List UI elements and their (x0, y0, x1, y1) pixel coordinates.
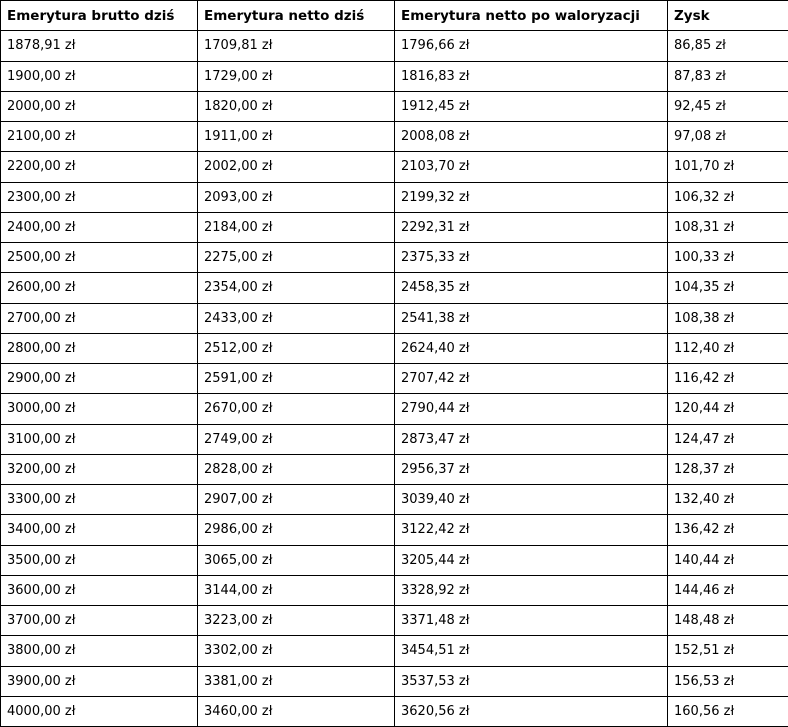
cell-gain: 124,47 zł (668, 424, 788, 454)
cell-gain: 136,42 zł (668, 515, 788, 545)
header-net-pension-after-indexation: Emerytura netto po waloryzacji (395, 1, 668, 31)
cell-net-pension-today: 2512,00 zł (198, 333, 395, 363)
cell-net-pension-today: 2749,00 zł (198, 424, 395, 454)
cell-net-pension-after-indexation: 2956,37 zł (395, 454, 668, 484)
cell-net-pension-today: 2907,00 zł (198, 485, 395, 515)
cell-net-pension-today: 2591,00 zł (198, 364, 395, 394)
cell-net-pension-today: 3223,00 zł (198, 606, 395, 636)
cell-net-pension-today: 3302,00 zł (198, 636, 395, 666)
cell-gross-pension-today: 3100,00 zł (1, 424, 198, 454)
cell-gain: 148,48 zł (668, 606, 788, 636)
cell-gross-pension-today: 2800,00 zł (1, 333, 198, 363)
table-row (1, 606, 788, 636)
cell-gross-pension-today: 4000,00 zł (1, 696, 198, 726)
cell-net-pension-today: 3144,00 zł (198, 575, 395, 605)
cell-net-pension-after-indexation: 2375,33 zł (395, 243, 668, 273)
cell-gain: 86,85 zł (668, 31, 788, 61)
cell-gain: 87,83 zł (668, 61, 788, 91)
header-gross-pension-today: Emerytura brutto dziś (1, 1, 198, 31)
cell-net-pension-after-indexation: 3371,48 zł (395, 606, 668, 636)
table-row (1, 394, 788, 424)
cell-gain: 152,51 zł (668, 636, 788, 666)
cell-net-pension-today: 2354,00 zł (198, 273, 395, 303)
cell-gross-pension-today: 3400,00 zł (1, 515, 198, 545)
table-row (1, 696, 788, 726)
cell-net-pension-today: 1911,00 zł (198, 122, 395, 152)
cell-net-pension-after-indexation: 2624,40 zł (395, 333, 668, 363)
cell-net-pension-after-indexation: 3328,92 zł (395, 575, 668, 605)
cell-net-pension-after-indexation: 2199,32 zł (395, 182, 668, 212)
cell-net-pension-after-indexation: 3122,42 zł (395, 515, 668, 545)
cell-gain: 128,37 zł (668, 454, 788, 484)
cell-gross-pension-today: 3300,00 zł (1, 485, 198, 515)
cell-gross-pension-today: 2000,00 zł (1, 91, 198, 121)
cell-gross-pension-today: 1900,00 zł (1, 61, 198, 91)
table-row (1, 333, 788, 363)
cell-net-pension-today: 2670,00 zł (198, 394, 395, 424)
cell-net-pension-after-indexation: 2790,44 zł (395, 394, 668, 424)
cell-gain: 160,56 zł (668, 696, 788, 726)
cell-net-pension-after-indexation: 3205,44 zł (395, 545, 668, 575)
cell-net-pension-after-indexation: 2008,08 zł (395, 122, 668, 152)
table-row (1, 575, 788, 605)
table-row (1, 424, 788, 454)
cell-net-pension-today: 2184,00 zł (198, 212, 395, 242)
header-gain: Zysk (668, 1, 788, 31)
cell-net-pension-after-indexation: 3620,56 zł (395, 696, 668, 726)
table-row (1, 182, 788, 212)
cell-net-pension-after-indexation: 3039,40 zł (395, 485, 668, 515)
cell-gain: 156,53 zł (668, 666, 788, 696)
cell-gain: 108,38 zł (668, 303, 788, 333)
cell-gross-pension-today: 2200,00 zł (1, 152, 198, 182)
cell-net-pension-after-indexation: 2103,70 zł (395, 152, 668, 182)
cell-gain: 120,44 zł (668, 394, 788, 424)
cell-net-pension-today: 2433,00 zł (198, 303, 395, 333)
cell-net-pension-after-indexation: 2541,38 zł (395, 303, 668, 333)
cell-gross-pension-today: 1878,91 zł (1, 31, 198, 61)
table-row (1, 243, 788, 273)
table-row (1, 666, 788, 696)
table-row (1, 303, 788, 333)
cell-net-pension-today: 3381,00 zł (198, 666, 395, 696)
table-row (1, 636, 788, 666)
table-row (1, 122, 788, 152)
cell-gross-pension-today: 3500,00 zł (1, 545, 198, 575)
cell-gain: 100,33 zł (668, 243, 788, 273)
header-row (1, 1, 788, 31)
table-row (1, 212, 788, 242)
cell-net-pension-today: 1709,81 zł (198, 31, 395, 61)
cell-gross-pension-today: 2600,00 zł (1, 273, 198, 303)
cell-gross-pension-today: 2400,00 zł (1, 212, 198, 242)
cell-gain: 104,35 zł (668, 273, 788, 303)
cell-net-pension-after-indexation: 3454,51 zł (395, 636, 668, 666)
cell-net-pension-today: 3460,00 zł (198, 696, 395, 726)
table-header (1, 1, 788, 31)
table-row (1, 31, 788, 61)
header-net-pension-today: Emerytura netto dziś (198, 1, 395, 31)
cell-net-pension-today: 2275,00 zł (198, 243, 395, 273)
cell-net-pension-after-indexation: 2707,42 zł (395, 364, 668, 394)
cell-gain: 112,40 zł (668, 333, 788, 363)
table-row (1, 364, 788, 394)
cell-net-pension-after-indexation: 3537,53 zł (395, 666, 668, 696)
cell-gross-pension-today: 3800,00 zł (1, 636, 198, 666)
cell-gross-pension-today: 2100,00 zł (1, 122, 198, 152)
cell-net-pension-after-indexation: 1796,66 zł (395, 31, 668, 61)
cell-gross-pension-today: 3600,00 zł (1, 575, 198, 605)
cell-gain: 101,70 zł (668, 152, 788, 182)
cell-net-pension-after-indexation: 2292,31 zł (395, 212, 668, 242)
table-row (1, 152, 788, 182)
cell-net-pension-after-indexation: 1912,45 zł (395, 91, 668, 121)
cell-gain: 116,42 zł (668, 364, 788, 394)
cell-net-pension-today: 3065,00 zł (198, 545, 395, 575)
cell-gross-pension-today: 2700,00 zł (1, 303, 198, 333)
cell-gain: 140,44 zł (668, 545, 788, 575)
table-row (1, 485, 788, 515)
cell-net-pension-after-indexation: 1816,83 zł (395, 61, 668, 91)
cell-gross-pension-today: 2300,00 zł (1, 182, 198, 212)
cell-net-pension-today: 2093,00 zł (198, 182, 395, 212)
cell-net-pension-today: 1820,00 zł (198, 91, 395, 121)
cell-net-pension-after-indexation: 2873,47 zł (395, 424, 668, 454)
cell-net-pension-today: 1729,00 zł (198, 61, 395, 91)
cell-net-pension-today: 2828,00 zł (198, 454, 395, 484)
cell-gross-pension-today: 3900,00 zł (1, 666, 198, 696)
cell-net-pension-today: 2002,00 zł (198, 152, 395, 182)
cell-gain: 92,45 zł (668, 91, 788, 121)
table-row (1, 273, 788, 303)
table-body (1, 31, 788, 727)
cell-gross-pension-today: 3200,00 zł (1, 454, 198, 484)
table-row (1, 454, 788, 484)
table-row (1, 91, 788, 121)
cell-net-pension-today: 2986,00 zł (198, 515, 395, 545)
cell-gross-pension-today: 2500,00 zł (1, 243, 198, 273)
cell-gross-pension-today: 3700,00 zł (1, 606, 198, 636)
table-row (1, 515, 788, 545)
cell-gain: 106,32 zł (668, 182, 788, 212)
cell-gain: 132,40 zł (668, 485, 788, 515)
table-row (1, 61, 788, 91)
cell-gain: 108,31 zł (668, 212, 788, 242)
table-row (1, 545, 788, 575)
cell-gross-pension-today: 2900,00 zł (1, 364, 198, 394)
cell-gain: 97,08 zł (668, 122, 788, 152)
cell-gross-pension-today: 3000,00 zł (1, 394, 198, 424)
cell-gain: 144,46 zł (668, 575, 788, 605)
cell-net-pension-after-indexation: 2458,35 zł (395, 273, 668, 303)
